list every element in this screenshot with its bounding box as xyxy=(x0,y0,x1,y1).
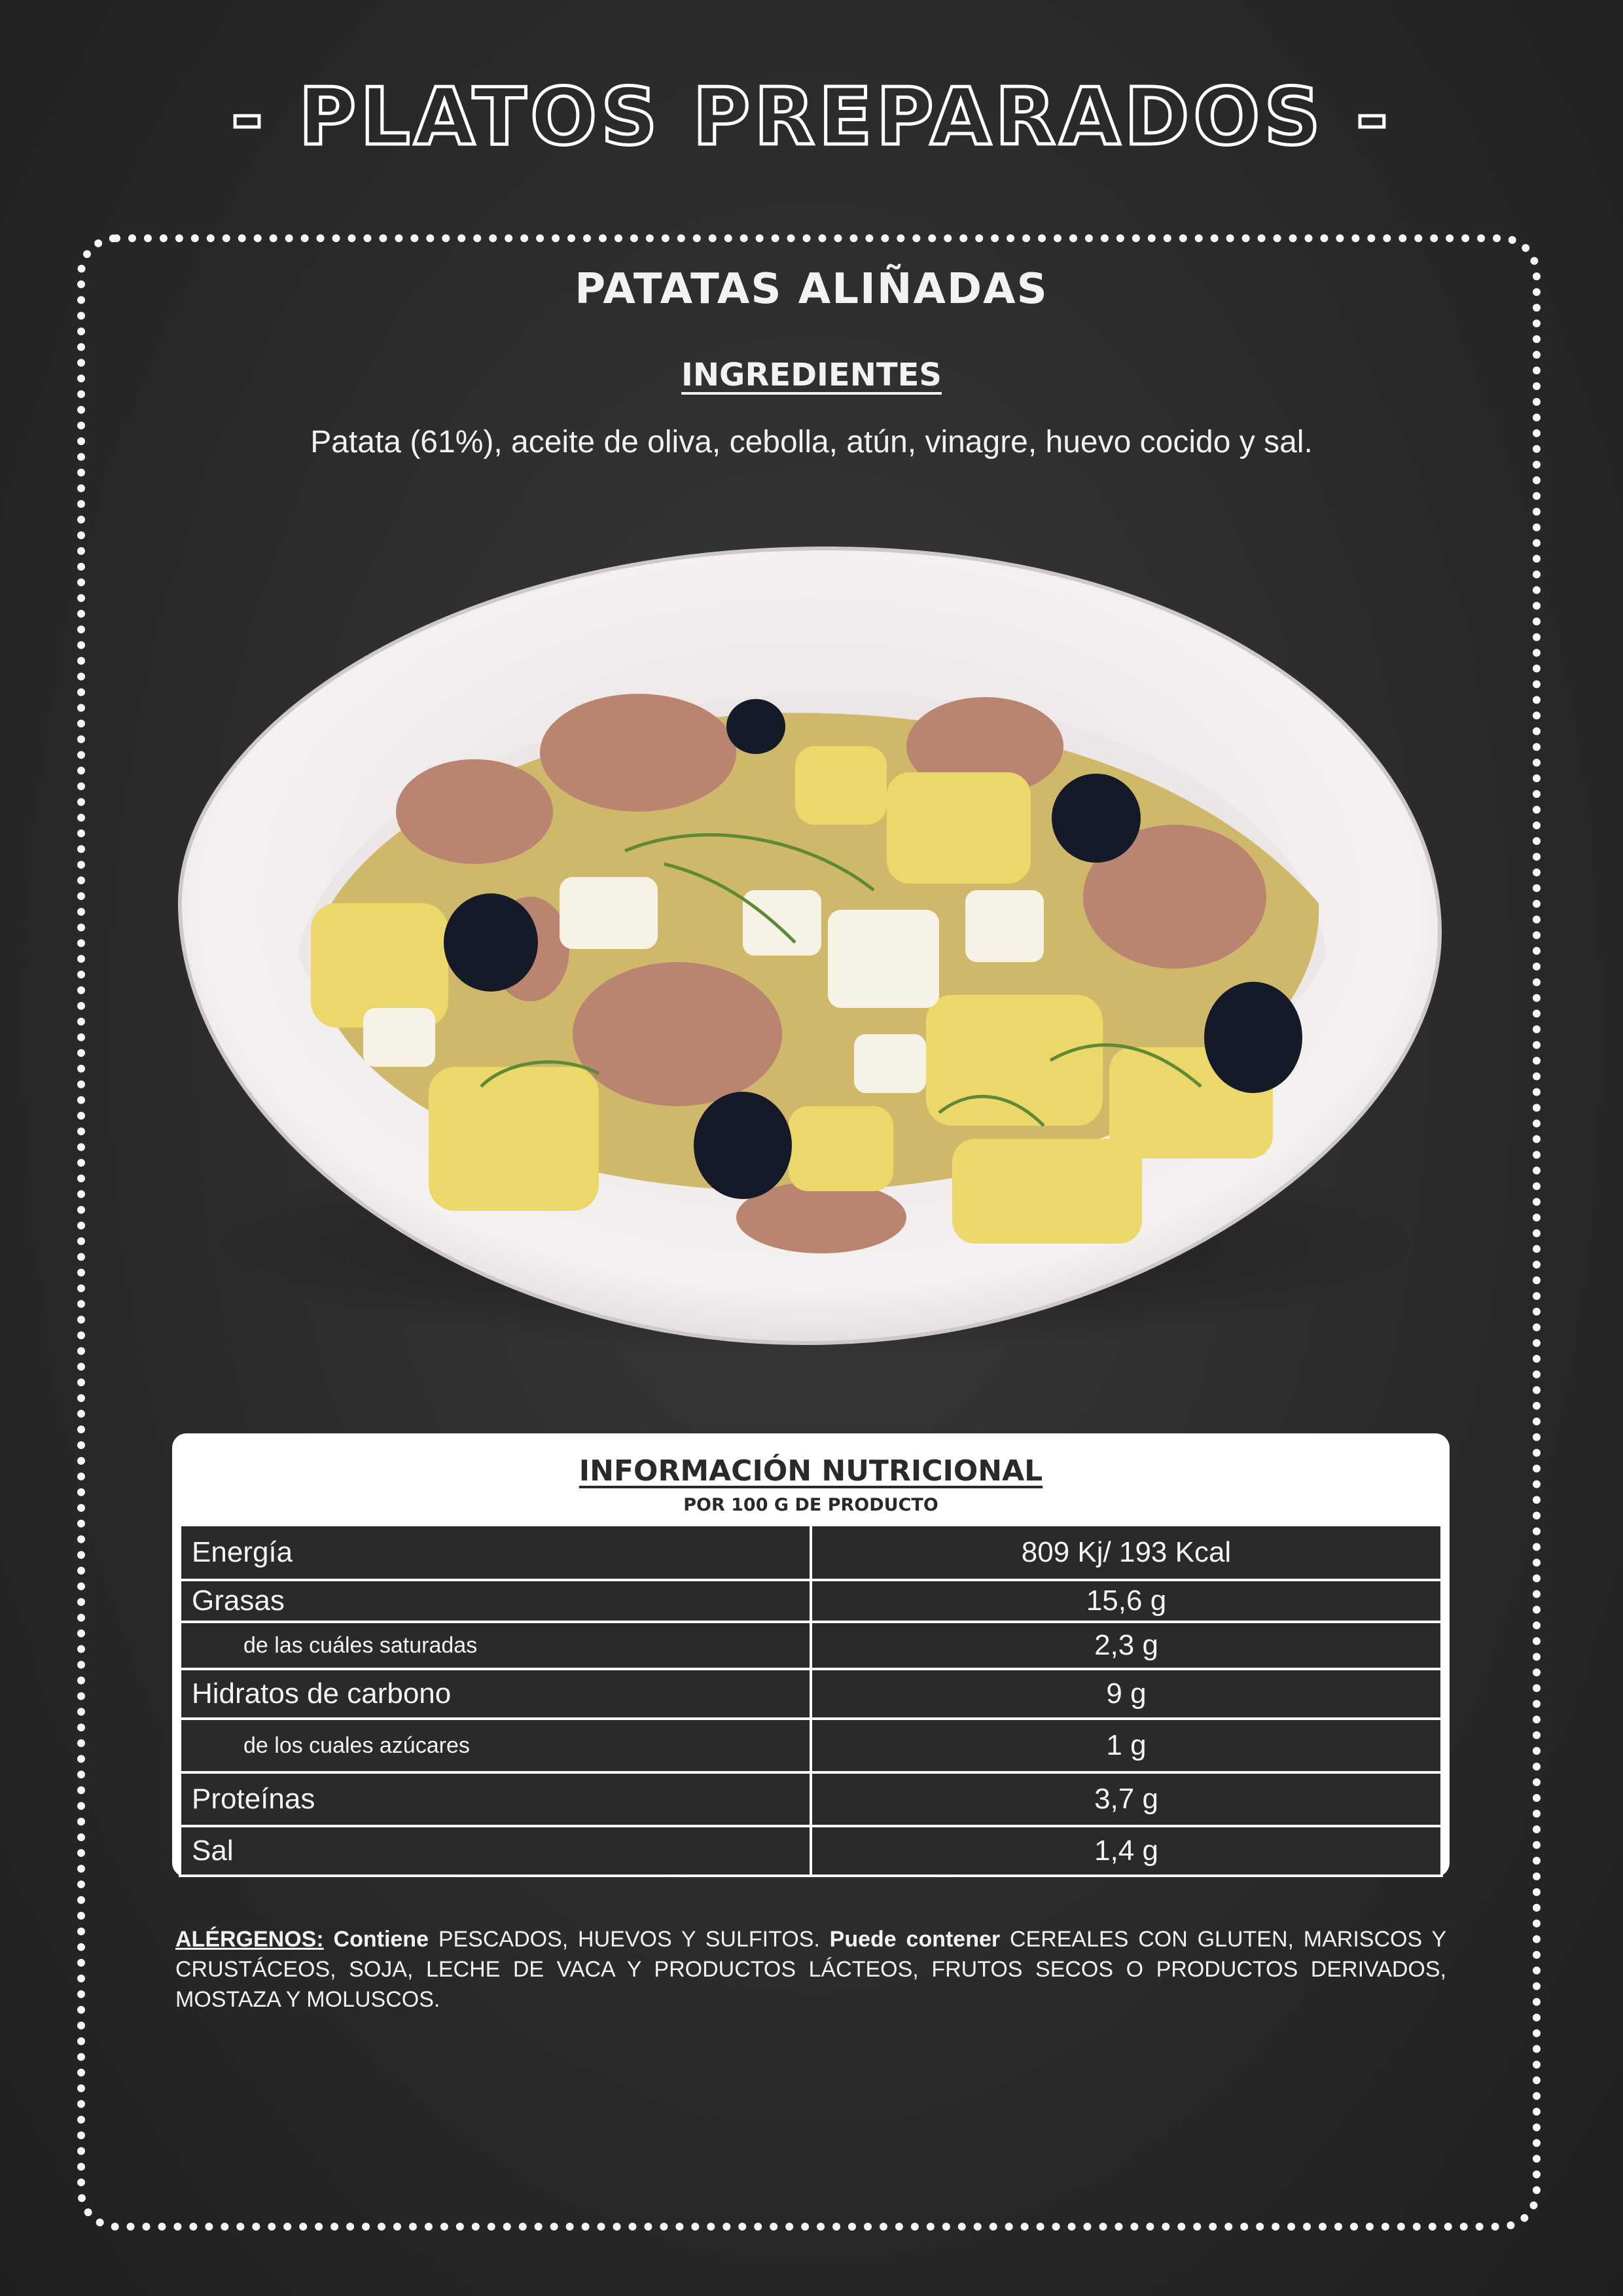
nutrition-panel xyxy=(172,1433,1450,1877)
nutrient-value: 809 Kj/ 193 Kcal xyxy=(811,1525,1442,1580)
nutrition-header xyxy=(179,1440,1443,1524)
nutrient-label: Energía xyxy=(180,1525,811,1580)
nutrient-value: 1 g xyxy=(811,1719,1442,1772)
nutrient-label: Hidratos de carbono xyxy=(180,1669,811,1719)
nutrient-value: 2,3 g xyxy=(811,1622,1442,1669)
table-row xyxy=(180,1826,1442,1876)
nutrient-value: 9 g xyxy=(811,1669,1442,1719)
allergens-note xyxy=(175,1924,1446,2015)
ingredients-text: Patata (61%), aceite de oliva, cebolla, atún, vinagre, huevo cocido y sal. xyxy=(310,425,1313,459)
nutrient-sublabel: de las cuáles saturadas xyxy=(180,1622,811,1669)
nutrient-value: 15,6 g xyxy=(811,1580,1442,1622)
product-name: PATATAS ALIÑADAS xyxy=(575,265,1048,314)
nutrient-value: 1,4 g xyxy=(811,1826,1442,1876)
potato-salad-photo xyxy=(167,537,1450,1355)
nutrient-label: Grasas xyxy=(180,1580,811,1622)
page-title: - PLATOS PREPARADOS - xyxy=(230,72,1393,163)
nutrition-table xyxy=(179,1524,1443,1877)
table-row xyxy=(180,1772,1442,1826)
nutrition-subtitle: POR 100 G DE PRODUCTO xyxy=(683,1495,938,1515)
ingredients-heading: INGREDIENTES xyxy=(681,357,942,393)
table-row xyxy=(180,1719,1442,1772)
nutrient-label: Proteínas xyxy=(180,1772,811,1826)
contains-label: Contiene xyxy=(333,1927,429,1952)
table-row xyxy=(180,1622,1442,1669)
contains-text: PESCADOS, HUEVOS Y SULFITOS. xyxy=(438,1927,820,1952)
table-row xyxy=(180,1669,1442,1719)
allergens-label: ALÉRGENOS: xyxy=(175,1927,324,1952)
nutrition-title: INFORMACIÓN NUTRICIONAL xyxy=(579,1454,1043,1488)
table-row xyxy=(180,1525,1442,1580)
may-contain-text: CEREALES CON GLUTEN, MARISCOS Y CRUSTÁCEOS, SOJA, LECHE DE VACA Y PRODUCTOS LÁCTEOS, FRUTOS SECOS O PRODUCTOS DERIVADOS, MOSTAZA Y MOLUSCOS. xyxy=(175,1927,1447,2012)
may-contain-label: Puede contener xyxy=(829,1927,1001,1952)
nutrient-label: Sal xyxy=(180,1826,811,1876)
nutrient-value: 3,7 g xyxy=(811,1772,1442,1826)
table-row xyxy=(180,1580,1442,1622)
nutrient-sublabel: de los cuales azúcares xyxy=(180,1719,811,1772)
